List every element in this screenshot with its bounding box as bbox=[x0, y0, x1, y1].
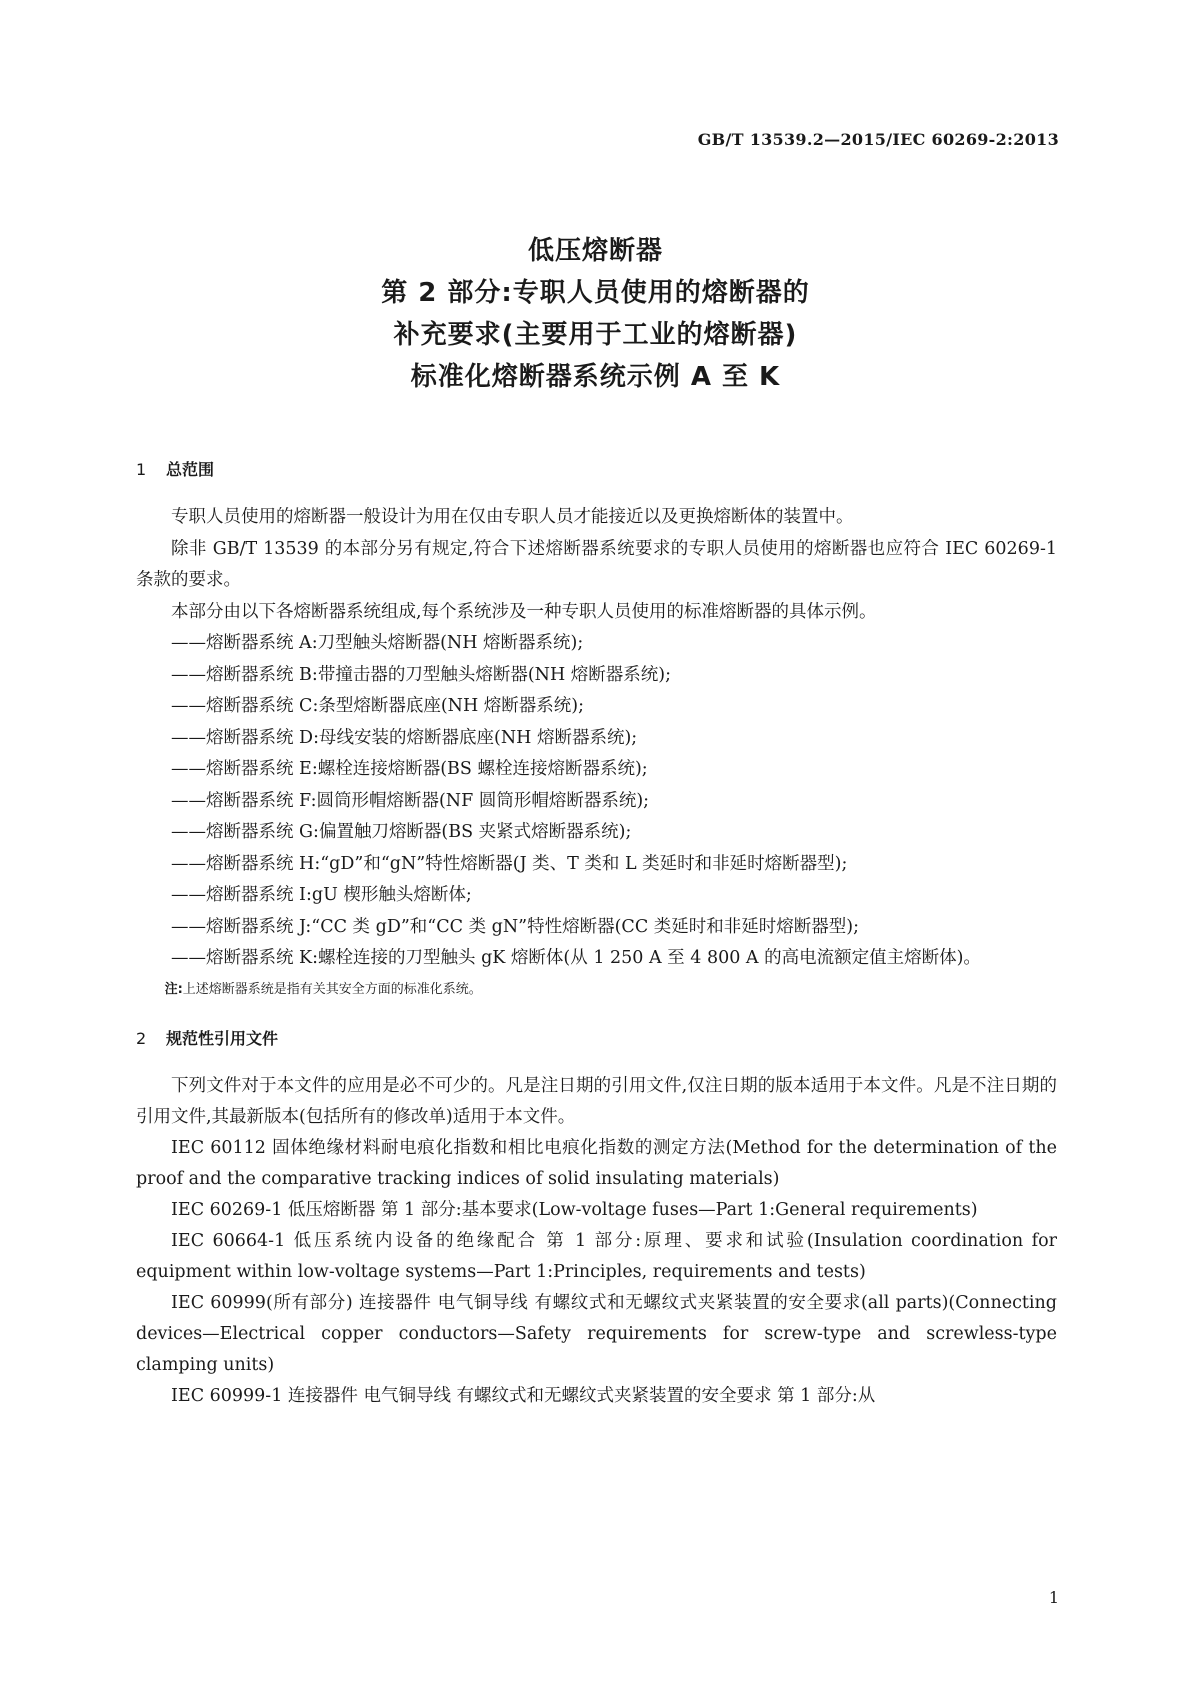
list-item bbox=[136, 849, 1057, 881]
title-line-4: 标准化熔断器系统示例 A 至 K bbox=[410, 362, 781, 392]
list-item-text: 熔断器系统 B:带撞击器的刀型触头熔断器(NH 熔断器系统); bbox=[206, 664, 672, 685]
list-item bbox=[136, 912, 1057, 944]
note bbox=[136, 975, 1057, 1005]
list-item bbox=[136, 817, 1057, 849]
reference-entry: IEC 60999-1 连接器件 电气铜导线 有螺纹式和无螺纹式夹紧装置的安全要求 第 1 部分:从 bbox=[171, 1385, 876, 1406]
list-item-text: 熔断器系统 D:母线安装的熔断器底座(NH 熔断器系统); bbox=[206, 727, 638, 748]
list-dash: —— bbox=[171, 822, 206, 842]
list-item-text: 熔断器系统 J:“CC 类 gD”和“CC 类 gN”特性熔断器(CC 类延时和非延时熔断器型); bbox=[206, 916, 860, 937]
section-number: 2 bbox=[136, 1028, 147, 1048]
list-dash: —— bbox=[171, 633, 206, 653]
list-dash: —— bbox=[171, 759, 206, 779]
paragraph: 下列文件对于本文件的应用是必不可少的。凡是注日期的引用文件,仅注日期的版本适用于本文件。凡是不注日期的引用文件,其最新版本(包括所有的修改单)适用于本文件。 bbox=[136, 1075, 1057, 1127]
section-title: 总范围 bbox=[166, 460, 215, 479]
list-item bbox=[136, 723, 1057, 755]
list-dash: —— bbox=[171, 664, 206, 685]
normative-references bbox=[136, 1071, 1057, 1412]
list-item bbox=[136, 660, 1057, 692]
list-dash: —— bbox=[171, 948, 206, 968]
section-2-heading bbox=[136, 1027, 1057, 1051]
reference-entry: IEC 60269-1 低压熔断器 第 1 部分:基本要求(Low-voltage fuses—Part 1:General requirements) bbox=[171, 1199, 978, 1220]
list-item bbox=[136, 880, 1057, 912]
section-title: 规范性引用文件 bbox=[166, 1028, 279, 1048]
title-line-3: 补充要求(主要用于工业的熔断器) bbox=[393, 320, 798, 350]
list-dash: —— bbox=[171, 727, 206, 748]
list-item bbox=[136, 628, 1057, 660]
list-item bbox=[136, 786, 1057, 818]
list-item-text: 熔断器系统 C:条型熔断器底座(NH 熔断器系统); bbox=[206, 696, 585, 716]
list-dash: —— bbox=[171, 853, 206, 874]
list-dash: —— bbox=[171, 916, 206, 937]
list-item-text: 熔断器系统 F:圆筒形帽熔断器(NF 圆筒形帽熔断器系统); bbox=[206, 790, 650, 811]
paragraph: 除非 GB/T 13539 的本部分另有规定,符合下述熔断器系统要求的专职人员使用的熔断器也应符合 IEC 60269-1 条款的要求。 bbox=[136, 538, 1057, 590]
list-item-text: 熔断器系统 A:刀型触头熔断器(NH 熔断器系统); bbox=[206, 633, 584, 653]
standard-code: GB/T 13539.2—2015/IEC 60269-2:2013 bbox=[697, 130, 1059, 149]
list-item-text: 熔断器系统 H:“gD”和“gN”特性熔断器(J 类、T 类和 L 类延时和非延时熔断器型); bbox=[206, 853, 848, 874]
reference-entry: IEC 60112 固体绝缘材料耐电痕化指数和相比电痕化指数的测定方法(Method for the determination of the proof and the comparative tracking indices of solid insulating materials) bbox=[136, 1137, 1057, 1189]
reference-entry: IEC 60999(所有部分) 连接器件 电气铜导线 有螺纹式和无螺纹式夹紧装置的安全要求(all parts)(Connecting devices—Electrical copper conductors—Safety requirements for screw-type and screwless-type clamping units) bbox=[136, 1292, 1057, 1375]
list-dash: —— bbox=[171, 696, 206, 716]
list-item-text: 熔断器系统 E:螺栓连接熔断器(BS 螺栓连接熔断器系统); bbox=[206, 759, 648, 779]
note-label: 注: bbox=[164, 981, 183, 997]
reference-entry: IEC 60664-1 低压系统内设备的绝缘配合 第 1 部分:原理、要求和试验(Insulation coordination for equipment within low-voltage systems—Part 1:Principles, requirements and tests) bbox=[136, 1230, 1057, 1282]
list-item-text: 熔断器系统 K:螺栓连接的刀型触头 gK 熔断体(从 1 250 A 至 4 800 A 的高电流额定值主熔断体)。 bbox=[206, 948, 981, 968]
title-line-2: 第 2 部分:专职人员使用的熔断器的 bbox=[381, 278, 810, 308]
section-1-heading bbox=[136, 458, 1057, 482]
list-item bbox=[136, 943, 1057, 975]
document-body bbox=[136, 458, 1057, 1412]
list-dash: —— bbox=[171, 885, 206, 905]
list-dash: —— bbox=[171, 790, 206, 811]
paragraph: 本部分由以下各熔断器系统组成,每个系统涉及一种专职人员使用的标准熔断器的具体示例。 bbox=[171, 601, 877, 622]
list-item bbox=[136, 754, 1057, 786]
paragraph: 专职人员使用的熔断器一般设计为用在仅由专职人员才能接近以及更换熔断体的装置中。 bbox=[171, 507, 854, 527]
list-item-text: 熔断器系统 G:偏置触刀熔断器(BS 夹紧式熔断器系统); bbox=[206, 822, 632, 842]
section-number: 1 bbox=[136, 460, 147, 479]
fuse-system-list bbox=[136, 628, 1057, 975]
title-line-1: 低压熔断器 bbox=[527, 236, 663, 266]
list-item-text: 熔断器系统 I:gU 楔形触头熔断体; bbox=[206, 885, 472, 905]
page-number: 1 bbox=[1048, 1588, 1059, 1607]
list-item bbox=[136, 691, 1057, 723]
note-text: 上述熔断器系统是指有关其安全方面的标准化系统。 bbox=[182, 981, 482, 997]
document-title bbox=[0, 230, 1191, 398]
